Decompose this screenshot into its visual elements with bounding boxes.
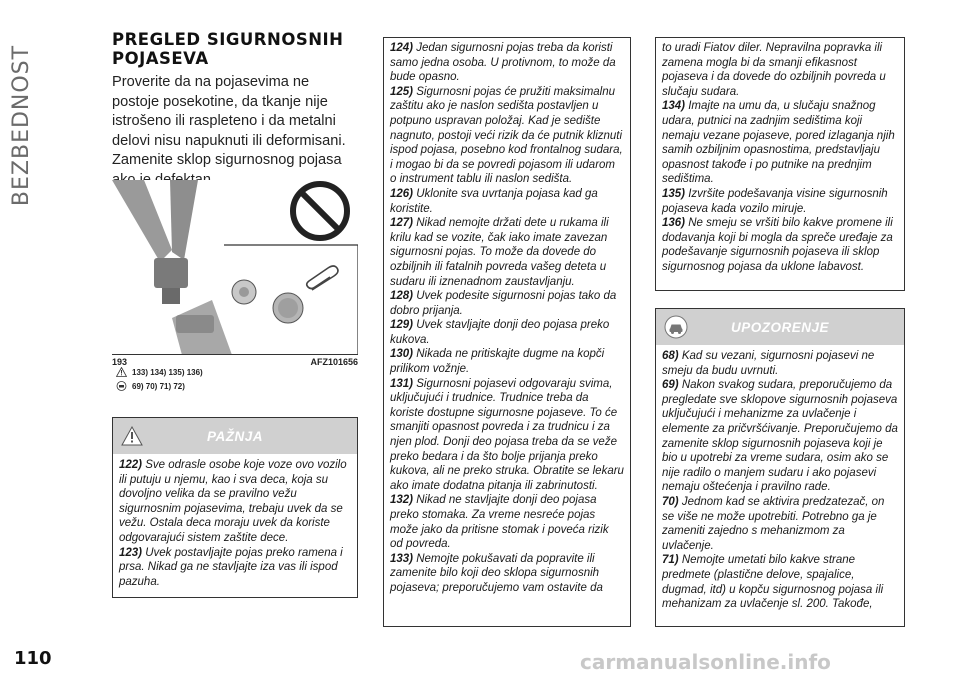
car-caution-icon — [116, 381, 127, 391]
caution-reference-numbers: 69) 70) 71) 72) — [132, 381, 185, 391]
pazn-paragraph: 122) Sve odrasle osobe koje voze ovo vozilo ili putuju u njemu, kao i sva deca, koja su dovoljno velika da se pravilno vežu sigurnosnim pojasevima, trebaju uvek da se vežu. Ostala deca moraju uvek da koriste odgovarajući sistem zaštite dece. — [119, 459, 347, 544]
column3-top-body — [656, 38, 904, 278]
caution-paragraph: 68) Kad su vezani, sigurnosni pojasevi ne smeju da budu uvrnuti. — [662, 350, 875, 377]
warning-paragraph: 136) Ne smeju se vršiti bilo kakve promene ili dodavanja koji bi mogla da spreče uređaje za podešavanje sigurnosnih pojaseva ili sklop sigurnosnog pojasa da uklone labavost. — [662, 217, 893, 273]
upozorenje-body — [656, 345, 904, 615]
pazn-body — [113, 454, 357, 592]
seat-belt-figure — [112, 180, 358, 355]
caution-paragraph: 69) Nakon svakog sudara, preporučujemo da pregledate sve sklopove sigurnosnih pojaseva uključujući i mehanizme za uvlačenje i elemente za pričvršćivanje. Preporučujemo da zamenite sklop sigurnosnih pojaseva koji je bio u upotrebi za vreme sudara, osim ako se nije radilo o manjem sudaru i ako pojasevi nemaju oštećenja i pravilno rade. — [662, 379, 898, 494]
warning-paragraph: 124) Jedan sigurnosni pojas treba da koristi samo jedna osoba. U protivnom, to može da bude opasno. — [390, 42, 616, 84]
caution-paragraph: 71) Nemojte umetati bilo kakve strane predmete (plastične delove, spajalice, dugmad, itd) u kopču sigurnosnog pojasa ili mehanizam za uvlačenje sl. 200. Takođe, — [662, 554, 884, 611]
warning-paragraph: 132) Nikad ne stavljajte donji deo pojasa preko stomaka. Za vreme nesreće pojas može jako da pritisne stomak i poveća rizik od povreda. — [390, 494, 609, 551]
chapter-label-text: BEZBEDNOST — [9, 44, 35, 206]
pazn-heading: PAŽNJA — [206, 428, 263, 444]
section-title-line1: PREGLED SIGURNOSNIH — [112, 30, 344, 49]
warning-paragraph: 130) Nikada ne pritiskajte dugme na kopči prilikom vožnje. — [390, 348, 605, 376]
pazn-warning-box — [112, 417, 358, 598]
warning-reference-numbers: 133) 134) 135) 136) — [132, 367, 203, 377]
warning-paragraph: 131) Sigurnosni pojasevi odgovaraju svima, uključujući i trudnice. Trudnice treba da koriste dostupne sigurnosne pojaseve. To će smanjiti opasnost povreda i za trudnicu i za njen plod. Donji deo pojasa treba da se veže preko bedara i da što bolje prijanja preko kukova, ali ne preko struka. Obratite se lekaru ako imate dodatna pitanja ili zabrinutosti. — [390, 377, 624, 492]
warning-paragraph: 127) Nikad nemojte držati dete u rukama ili krilu kad se vozite, čak iako imate zavezan sigurnosni pojas. To može da dovede do ozbiljnih ili fatalnih povreda vašeg deteta u sudaru ili iznenadnom zaustavljanju. — [390, 217, 609, 288]
section-title — [112, 30, 358, 68]
intro-paragraph: Proverite da na pojasevima ne postoje posekotine, da tkanje nije istrošeno ili raspleteno i da metalni delovi nisu napuknuti ili deformisani. Zamenite sklop sigurnosnog pojasa — [112, 74, 346, 169]
warning-triangle-icon — [116, 367, 127, 377]
figure-rule — [112, 354, 358, 355]
warning-paragraph: 125) Sigurnosni pojas će pružiti maksimalnu zaštitu ako je naslon sedišta postavljen u potpuno uspravan položaj. Kad je sedište nagnuto, postoji veći rizik da će putnik kliznuti ispod pojasa, posebno kod frontalnog sudara, i mogao bi da se povredi pojasom ili udarom o instrument tablu ili naslon sedišta. — [390, 85, 623, 186]
warning-paragraph: 129) Uvek stavljajte donji deo pojasa preko kukova. — [390, 319, 610, 346]
figure-number: 193 — [112, 357, 128, 367]
pazn-paragraph: 123) Uvek postavljajte pojas preko ramena i prsa. Nikad ga ne stavljajte iza vas ili ispod pazuha. — [119, 546, 343, 588]
warning-paragraph: 134) Imajte na umu da, u slučaju snažnog udara, putnici na zadnjim sedištima koji nemaju vezane pojaseve, pored izlaganja njih samih ozbiljnim opasnostima, predstavljaju opasnost takođe i po putnike na prednjim sedištima. — [662, 100, 895, 186]
warning-paragraph: 133) Nemojte pokušavati da popravite ili zamenite bilo koji deo sklopa sigurnosnih pojaseva; preporučujemo vam ostavite da — [390, 552, 603, 594]
caution-references — [116, 381, 185, 391]
warning-paragraph: 126) Uklonite sva uvrtanja pojasa kad ga koristite. — [390, 187, 598, 215]
upozorenje-heading: UPOZORENJE — [730, 319, 830, 335]
caution-paragraph: 70) Jednom kad se aktivira predzatezač, on se više ne može upotrebiti. Potrebno ga je zameniti zajedno s mehanizmom za uvlačenje. — [662, 495, 885, 552]
prohibition-sign — [293, 184, 347, 238]
warning-paragraph: 135) Izvršite podešavanja visine sigurnosnih pojaseva kada vozilo miruje. — [662, 187, 888, 215]
warning-continuation-box — [383, 37, 631, 627]
upozorenje-heading-banner — [656, 309, 904, 345]
car-icon — [664, 315, 688, 339]
chapter-side-label — [4, 30, 40, 220]
figure-code: AFZ101656 — [310, 357, 358, 367]
warning-triangle-icon — [121, 426, 143, 446]
section-title-line2: POJASEVA — [112, 49, 209, 68]
intro-section — [112, 30, 358, 191]
warning-continuation-box-2 — [655, 37, 905, 291]
column2-body — [384, 38, 630, 599]
warning-paragraph: to uradi Fiatov diler. Nepravilna popravka ili zamena mogla bi da smanji efikasnost pojaseva i da dovede do ozbiljnih povreda u slučaju sudara. — [662, 42, 886, 98]
paper-clip — [307, 266, 338, 290]
upozorenje-box — [655, 308, 905, 627]
pazn-heading-banner — [113, 418, 357, 454]
warning-paragraph: 128) Uvek podesite sigurnosni pojas tako da dobro prijanja. — [390, 290, 617, 317]
warning-references — [116, 367, 203, 377]
page-number: 110 — [14, 648, 52, 669]
seat-belt-illustration — [112, 180, 358, 355]
watermark: carmanualsonline.info — [580, 650, 831, 674]
spray-can — [232, 280, 256, 304]
